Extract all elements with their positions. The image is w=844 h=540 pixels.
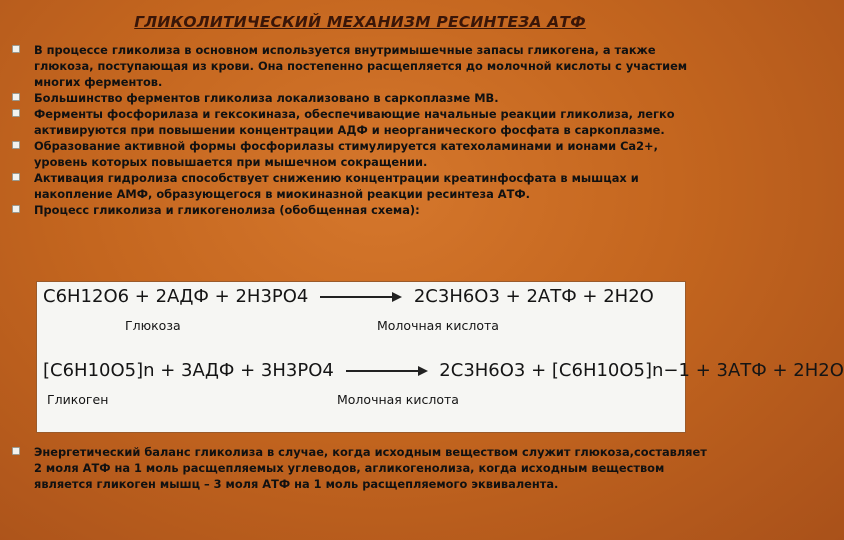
bullet-item (8, 90, 708, 106)
bullet-item (8, 170, 708, 202)
bullet-text: Процесс гликолиза и гликогенолиза (обобщенная схема): (34, 203, 420, 217)
bullet-text: Образование активной формы фосфорилазы стимулируется катехоламинами и ионами Са2+, уровень которых повышается при мышечном сокращении. (34, 139, 658, 169)
bullet-marker-icon (12, 447, 20, 455)
glycolysis-scheme (36, 281, 844, 433)
reaction-glycogen (43, 360, 844, 381)
reaction-glucose (43, 286, 654, 307)
bullet-marker-icon (12, 141, 20, 149)
bullet-text: Активация гидролиза способствует снижению концентрации креатинфосфата в мышцах и накопление АМФ, образующегося в миокиназной реакции ресинтеза АТФ. (34, 171, 639, 201)
bullet-marker-icon (12, 173, 20, 181)
bullet-item (8, 106, 708, 138)
bullet-marker-icon (12, 45, 20, 53)
label-glucose: Глюкоза (125, 318, 181, 333)
bullet-item (8, 42, 708, 90)
bullet-list-bottom (8, 444, 708, 492)
reaction-arrow-icon (320, 292, 402, 302)
label-lactic-acid: Молочная кислота (377, 318, 499, 333)
bullet-text: В процессе гликолиза в основном используется внутримышечные запасы гликогена, а также глюкоза, поступающая из крови. Она постепенно расщепляется до молочной кислоты с участием многих ферментов. (34, 43, 688, 89)
bullet-text: Ферменты фосфорилаза и гексокиназа, обеспечивающие начальные реакции гликолиза, легко активируются при повышении концентрации АДФ и неорганического фосфата в саркоплазме. (34, 107, 675, 137)
bullet-marker-icon (12, 93, 20, 101)
reaction-arrow-icon (346, 366, 428, 376)
label-lactic-acid: Молочная кислота (337, 392, 459, 407)
reaction-left-side: C6H12O6 + 2АДФ + 2H3PO4 (43, 286, 309, 307)
reaction-left-side: [C6H10O5]n + 3АДФ + 3H3PO4 (43, 360, 334, 381)
bullet-list (8, 42, 708, 218)
bullet-text: Энергетический баланс гликолиза в случае, когда исходным веществом служит глюкоза,составляет 2 моля АТФ на 1 моль расщепляемых углеводов, агликогенолиза, когда исходным веществом является гликоген мышц – 3 моля АТФ на 1 моль расщепляемого эквивалента. (34, 445, 707, 491)
bullet-text: Большинство ферментов гликолиза локализовано в саркоплазме МВ. (34, 91, 499, 105)
bullet-item (8, 202, 708, 218)
reaction-right-side: 2C3H6O3 + [C6H10O5]n−1 + 3АТФ + 2H2O (439, 360, 844, 381)
bullet-marker-icon (12, 109, 20, 117)
bullet-item (8, 138, 708, 170)
reaction-right-side: 2C3H6O3 + 2АТФ + 2H2O (413, 286, 654, 307)
slide-title: ГЛИКОЛИТИЧЕСКИЙ МЕХАНИЗМ РЕСИНТЕЗА АТФ (134, 13, 586, 31)
label-glycogen: Гликоген (47, 392, 109, 407)
bullet-marker-icon (12, 205, 20, 213)
bullet-item (8, 444, 708, 492)
